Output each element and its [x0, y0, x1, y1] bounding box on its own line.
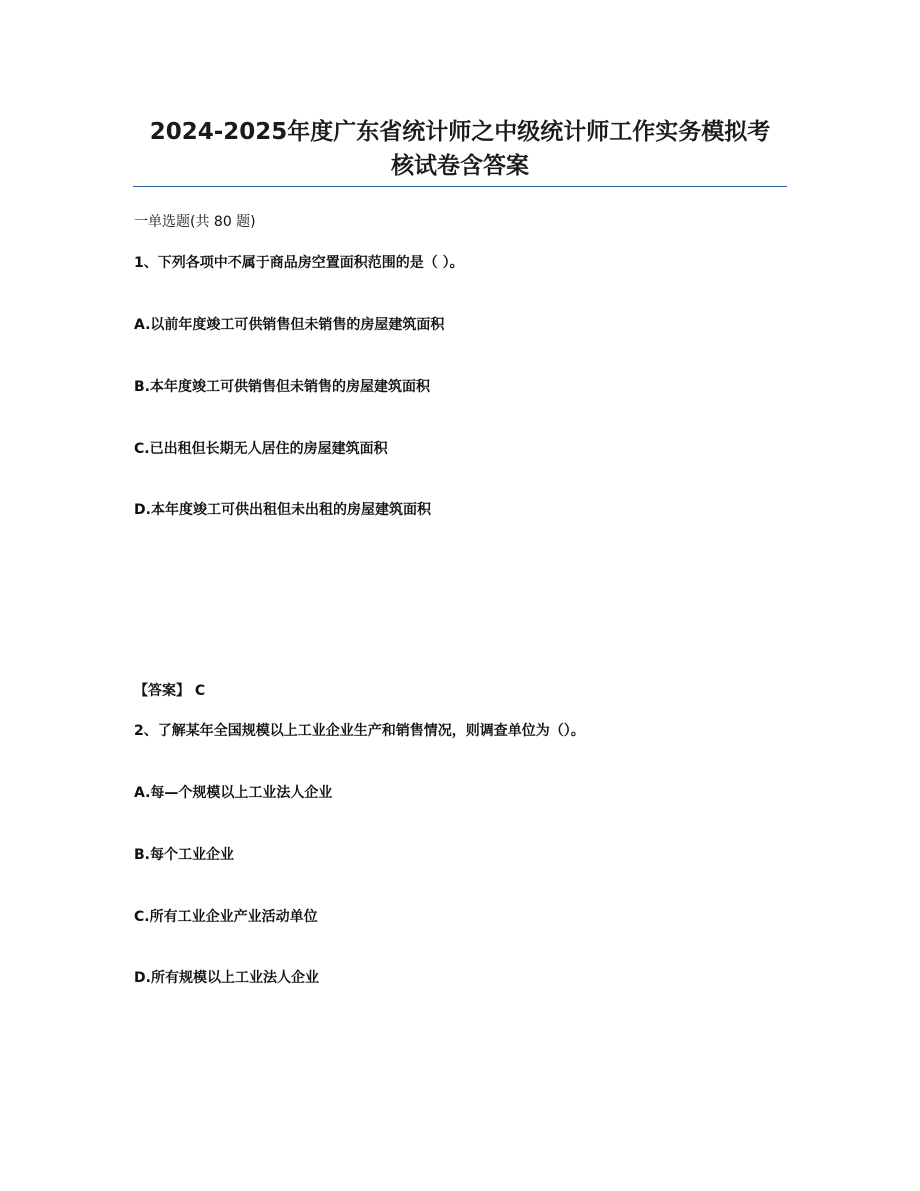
option-c: C.已出租但长期无人居住的房屋建筑面积: [134, 441, 388, 457]
option-c: C.所有工业企业产业活动单位: [134, 909, 318, 925]
option-a: A.以前年度竣工可供销售但未销售的房屋建筑面积: [134, 317, 445, 333]
title-line-2: 核试卷含答案: [391, 153, 529, 179]
title-line-1: 2024-2025年度广东省统计师之中级统计师工作实务模拟考: [149, 119, 771, 145]
answer-label: 【答案】 C: [134, 683, 206, 699]
option-d: D.本年度竣工可供出租但未出租的房屋建筑面积: [134, 502, 431, 518]
title-divider: [133, 186, 787, 187]
option-d: D.所有规模以上工业法人企业: [134, 970, 319, 986]
option-b: B.每个工业企业: [134, 847, 234, 863]
option-b: B.本年度竣工可供销售但未销售的房屋建筑面积: [134, 379, 430, 395]
question-stem: 2、了解某年全国规模以上工业企业生产和销售情况，则调查单位为（）。: [134, 723, 585, 739]
option-a: A.每—个规模以上工业法人企业: [134, 785, 333, 801]
question-stem: 1、下列各项中不属于商品房空置面积范围的是（ ）。: [134, 255, 464, 271]
section-heading: 一单选题(共 80 题): [134, 214, 256, 230]
